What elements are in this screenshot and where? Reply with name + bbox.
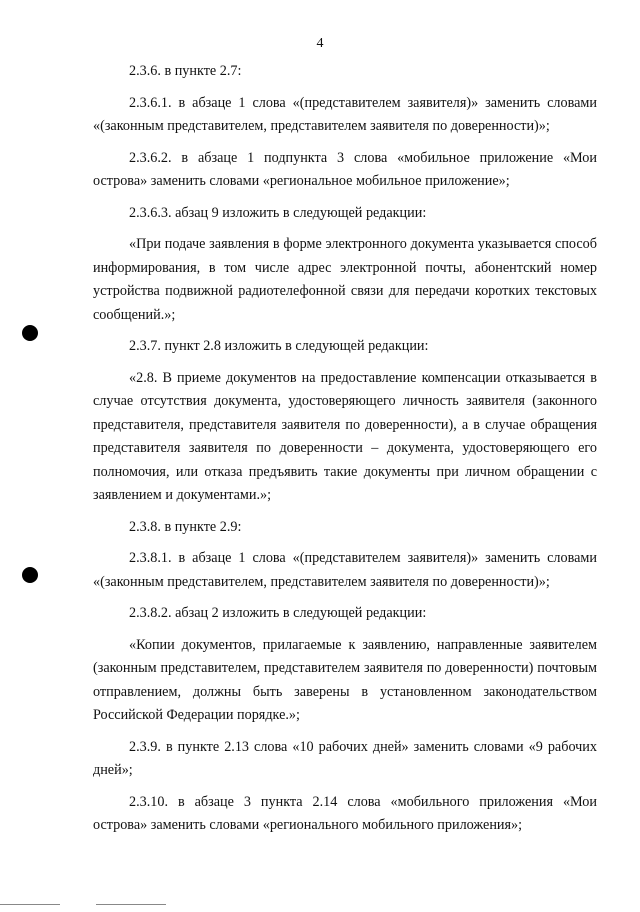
paragraph: 2.3.8.2. абзац 2 изложить в следующей редакции: bbox=[129, 605, 427, 621]
paragraph: 2.3.6.1. в абзаце 1 слова «(представителем заявителя)» заменить словами «(законным представителем, представителем заявителя по доверенности)»; bbox=[93, 94, 597, 134]
paragraph: 2.3.7. пункт 2.8 изложить в следующей редакции: bbox=[129, 338, 429, 354]
document-body bbox=[93, 60, 597, 846]
paragraph: «2.8. В приеме документов на предоставление компенсации отказывается в случае отсутствия документа, удостоверяющего личность заявителя (законного представителя, представителя заявителя по доверенности), а в случае обращения представителя заявителя по доверенности – документа, удостоверяющего его полномочия, или отказа предъявить такие документы при личном обращении с заявлением и документами.»; bbox=[93, 369, 597, 503]
paragraph: 2.3.10. в абзаце 3 пункта 2.14 слова «мобильного приложения «Мои острова» заменить словами «регионального мобильного приложения»; bbox=[93, 793, 597, 833]
scan-edge-mark bbox=[96, 904, 166, 905]
paragraph: «Копии документов, прилагаемые к заявлению, направленные заявителем (законным представителем, представителем заявителя по доверенности) почтовым отправлением, должны быть заверены в установленном законодательством Российской Федерации порядке.»; bbox=[93, 636, 597, 723]
punch-hole-mark bbox=[22, 567, 38, 583]
punch-hole-mark bbox=[22, 325, 38, 341]
paragraph: 2.3.6.3. абзац 9 изложить в следующей редакции: bbox=[129, 204, 427, 221]
paragraph: «При подаче заявления в форме электронного документа указывается способ информирования, в том числе адрес электронной почты, абонентский номер устройства подвижной радиотелефонной связи для передачи коротких текстовых сообщений.»; bbox=[93, 236, 597, 323]
paragraph: 2.3.9. в пункте 2.13 слова «10 рабочих дней» заменить словами «9 рабочих дней»; bbox=[93, 738, 597, 778]
paragraph: 2.3.6. в пункте 2.7: bbox=[129, 63, 242, 79]
page-number: 4 bbox=[316, 36, 324, 51]
paragraph: 2.3.8. в пункте 2.9: bbox=[129, 518, 242, 535]
paragraph: 2.3.6.2. в абзаце 1 подпункта 3 слова «мобильное приложение «Мои острова» заменить словами «региональное мобильное приложение»; bbox=[93, 149, 597, 189]
scan-edge-mark bbox=[0, 904, 60, 905]
paragraph: 2.3.8.1. в абзаце 1 слова «(представителем заявителя)» заменить словами «(законным представителем, представителем заявителя по доверенности)»; bbox=[93, 550, 597, 590]
